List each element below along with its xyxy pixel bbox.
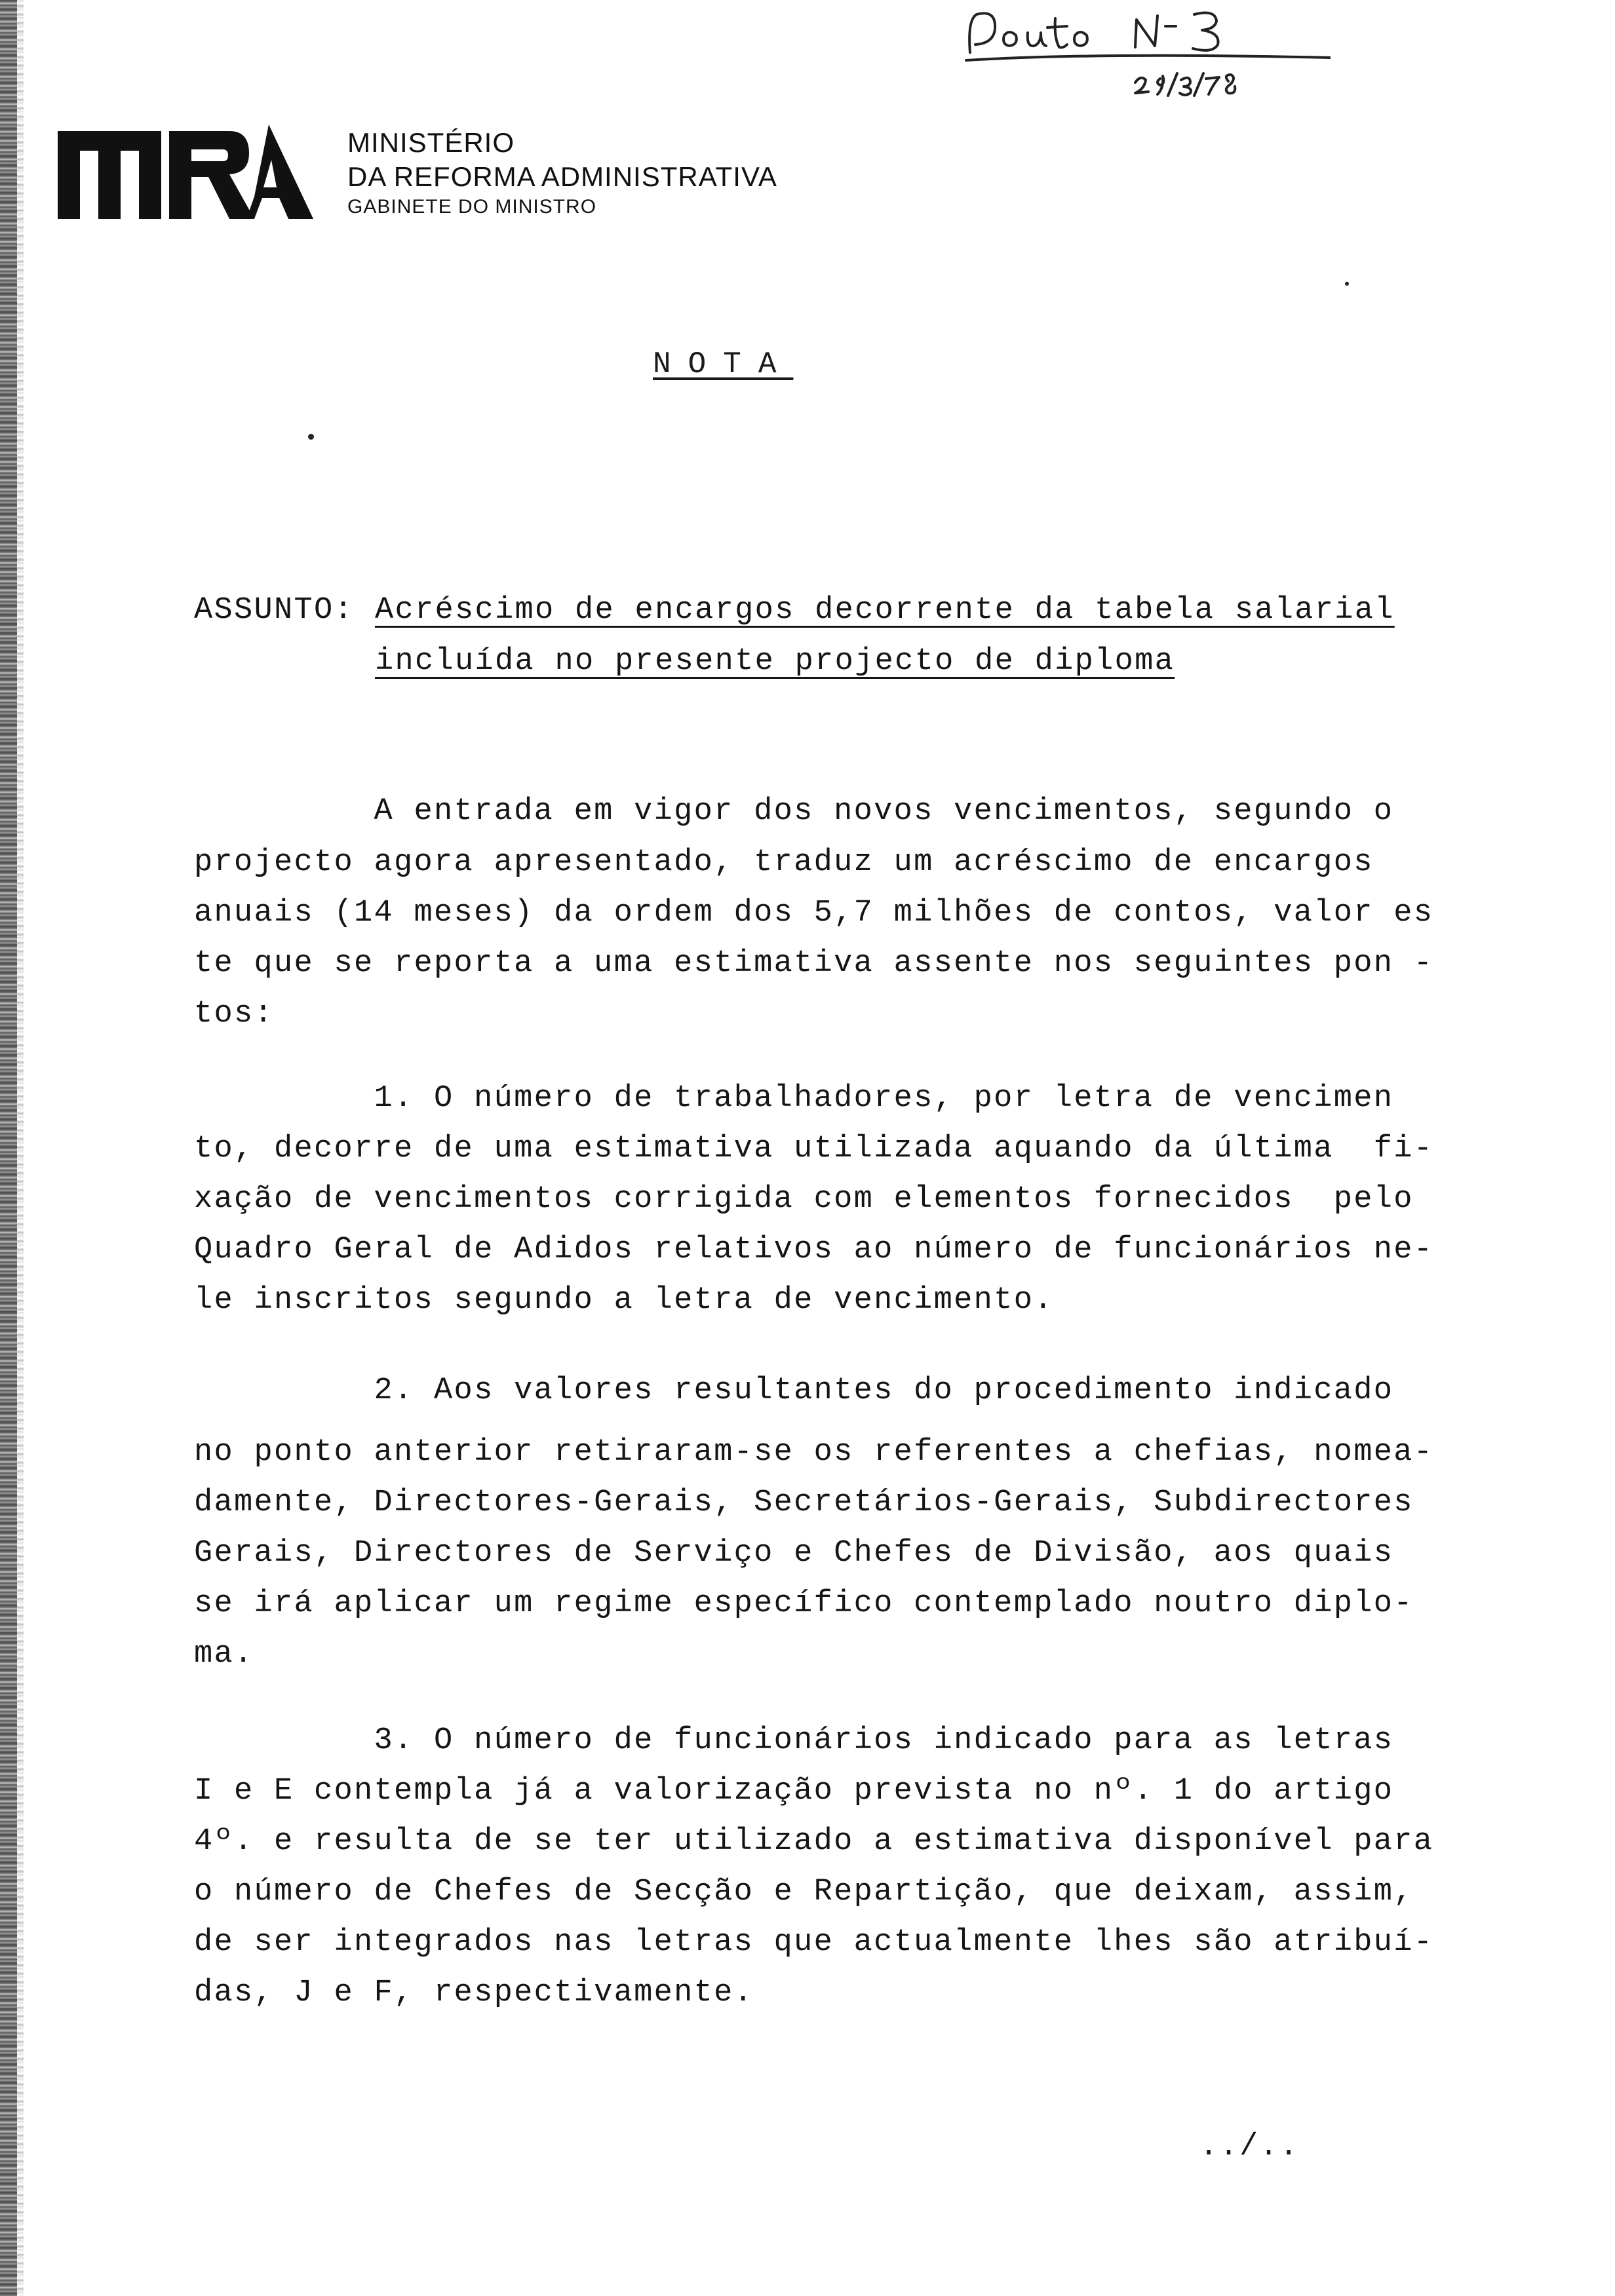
handwritten-annotation (963, 7, 1331, 111)
scan-edge-shadow (17, 0, 24, 2296)
body-line: 2. Aos valores resultantes do procedimento indicado (194, 1373, 1394, 1408)
body-line: 1. O número de trabalhadores, por letra de vencimen (194, 1081, 1394, 1116)
body-line: ma. (194, 1637, 254, 1672)
body-line: anuais (14 meses) da ordem dos 5,7 milhões de contos, valor es (194, 896, 1434, 930)
subject-line-1: Acréscimo de encargos decorrente da tabela salarial (375, 593, 1395, 628)
body-line: Quadro Geral de Adidos relativos ao número de funcionários ne- (194, 1233, 1434, 1267)
speck (1345, 282, 1349, 286)
subject-label: ASSUNTO: (194, 593, 355, 628)
ministry-name-line2: DA REFORMA ADMINISTRATIVA (347, 161, 777, 192)
body-line: no ponto anterior retiraram-se os referentes a chefias, nomea- (194, 1435, 1434, 1470)
body-line: o número de Chefes de Secção e Repartição, que deixam, assim, (194, 1875, 1414, 1909)
continuation-mark: ../.. (1199, 2130, 1300, 2164)
body-line: te que se reporta a uma estimativa assente nos seguintes pon - (194, 946, 1434, 981)
body-line: damente, Directores-Gerais, Secretários-Gerais, Subdirectores (194, 1485, 1414, 1520)
body-line: xação de vencimentos corrigida com elementos fornecidos pelo (194, 1182, 1414, 1217)
ministry-logo (58, 124, 313, 219)
document-title: NOTA (653, 347, 794, 381)
body-line: projecto agora apresentado, traduz um acréscimo de encargos (194, 845, 1374, 880)
body-line: se irá aplicar um regime específico contemplado noutro diplo- (194, 1586, 1414, 1621)
scan-edge (0, 0, 17, 2296)
body-line: 4º. e resulta de se ter utilizado a estimativa disponível para (194, 1824, 1434, 1859)
ministry-heading (347, 126, 777, 220)
body-line: I e E contempla já a valorização prevista no nº. 1 do artigo (194, 1774, 1394, 1808)
body-line: A entrada em vigor dos novos vencimentos, segundo o (194, 794, 1394, 829)
ministry-office: GABINETE DO MINISTRO (347, 196, 597, 218)
subject-line-2: incluída no presente projecto de diploma (375, 644, 1175, 679)
speck (308, 434, 314, 440)
ministry-name-line1: MINISTÉRIO (347, 127, 515, 158)
body-line: de ser integrados nas letras que actualmente lhes são atribuí- (194, 1925, 1434, 1960)
body-line: 3. O número de funcionários indicado para as letras (194, 1723, 1394, 1758)
body-line: to, decorre de uma estimativa utilizada aquando da última fi- (194, 1132, 1434, 1166)
body-line: le inscritos segundo a letra de vencimento. (194, 1283, 1054, 1318)
body-line: das, J e F, respectivamente. (194, 1976, 754, 2010)
body-line: tos: (194, 997, 275, 1031)
body-line: Gerais, Directores de Serviço e Chefes de Divisão, aos quais (194, 1536, 1394, 1571)
